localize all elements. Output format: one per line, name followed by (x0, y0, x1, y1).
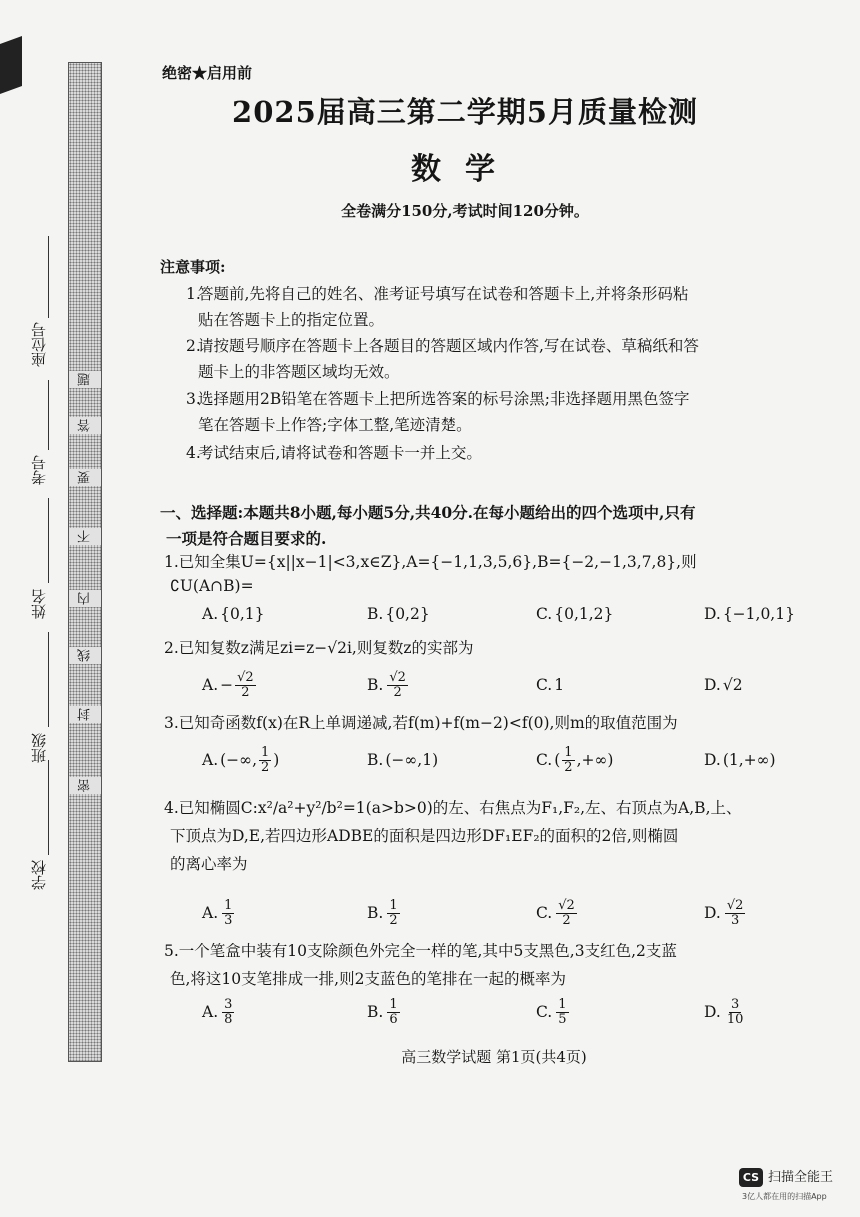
section-heading (160, 500, 828, 552)
page-footer: 高三数学试题 第1页(共4页) (401, 1048, 587, 1066)
option-label: A. (202, 751, 219, 769)
numerator: √2 (726, 897, 744, 913)
option-suffix: ) (273, 751, 280, 769)
denominator: 5 (558, 1011, 567, 1027)
option-label: A. (202, 904, 219, 922)
exam-number-line[interactable] (48, 380, 49, 450)
option-text: (−∞,1) (385, 751, 439, 769)
seal-text-7: 答 (69, 417, 101, 434)
class-label: 班级 (30, 733, 48, 763)
option-label: D. (704, 676, 721, 694)
option-a[interactable] (202, 896, 236, 930)
fraction (562, 746, 574, 775)
notes-heading: 注意事项: (160, 258, 226, 276)
denominator: 10 (726, 1011, 744, 1027)
scanner-tagline: 3亿人都在用的扫描App (742, 1192, 827, 1201)
school-label: 学校 (30, 860, 48, 890)
note-number: 4. (186, 444, 201, 462)
question-5-options (202, 995, 814, 1029)
fraction (725, 998, 746, 1027)
seal-text-5: 不 (69, 528, 101, 545)
denominator: 3 (224, 912, 233, 928)
option-text: {−1,0,1} (722, 605, 795, 623)
denominator: 2 (562, 912, 571, 928)
question-line: 5.一个笔盒中装有10支除颜色外完全一样的笔,其中5支黑色,3支红色,2支蓝 (164, 942, 677, 960)
score-info: 全卷满分150分,考试时间120分钟。 (341, 202, 589, 220)
option-label: A. (202, 1003, 219, 1021)
option-label: D. (704, 751, 721, 769)
name-field (28, 589, 54, 629)
seal-text-4: 内 (69, 590, 101, 607)
class-field (28, 733, 54, 773)
question-line: 3.已知奇函数f(x)在R上单调递减,若f(m)+f(m−2)<f(0),则m的取值范围为 (164, 714, 678, 732)
denominator: 2 (393, 684, 402, 700)
question-4 (164, 796, 828, 876)
option-b[interactable] (367, 668, 410, 702)
note-number: 3. (186, 390, 201, 408)
denominator: 8 (224, 1011, 233, 1027)
numerator: 3 (730, 996, 740, 1012)
scanner-app-name: 扫描全能王 (768, 1170, 834, 1185)
option-text: {0,1,2} (554, 605, 614, 623)
seal-text-2: 封 (69, 706, 101, 723)
option-label: C. (536, 1003, 553, 1021)
denominator: 3 (730, 912, 740, 928)
fraction (235, 671, 256, 700)
numerator: 1 (389, 897, 398, 913)
denominator: 2 (389, 912, 398, 928)
option-d[interactable] (704, 743, 776, 777)
option-text: (1,+∞) (722, 751, 776, 769)
option-c[interactable] (536, 597, 613, 631)
seal-text-3: 线 (69, 647, 101, 664)
denominator: 2 (241, 684, 250, 700)
numerator: √2 (558, 897, 575, 913)
note-2 (186, 333, 826, 385)
question-line: 1.已知全集U={x||x−1|<3,x∈Z},A={−1,1,3,5,6},B={−2,−1,3,7,8},则 (164, 553, 697, 571)
option-label: C. (536, 676, 553, 694)
camscanner-logo-icon: CS (739, 1168, 763, 1187)
question-3 (164, 711, 828, 735)
option-a[interactable] (202, 743, 279, 777)
seal-text-8: 题 (69, 371, 101, 388)
note-line: 笔在答题卡上作答;字体工整,笔迹清楚。 (198, 416, 472, 434)
option-c[interactable] (536, 896, 579, 930)
note-line: 题卡上的非答题区域均无效。 (198, 363, 400, 381)
fraction (259, 746, 271, 775)
question-4-options (202, 896, 814, 930)
class-line[interactable] (48, 632, 49, 727)
option-label: B. (367, 605, 384, 623)
option-c[interactable] (536, 668, 564, 702)
name-line[interactable] (48, 498, 49, 583)
exam-number-label: 考号 (30, 455, 48, 485)
numerator: 1 (261, 744, 270, 760)
option-suffix: ,+∞) (576, 751, 614, 769)
option-prefix: (−∞, (220, 751, 257, 769)
option-a[interactable] (202, 995, 236, 1029)
note-4 (186, 440, 826, 466)
option-b[interactable] (367, 896, 402, 930)
option-c[interactable] (536, 995, 571, 1029)
option-b[interactable] (367, 597, 430, 631)
note-number: 1. (186, 285, 201, 303)
note-number: 2. (186, 337, 201, 355)
secret-label: 绝密★启用前 (162, 64, 253, 82)
option-c[interactable] (536, 743, 613, 777)
option-prefix: − (220, 676, 234, 694)
question-1-options (202, 597, 814, 631)
seal-text-1: 密 (69, 777, 101, 794)
numerator: 1 (558, 996, 567, 1012)
option-text: {0,1} (220, 605, 265, 623)
option-label: D. (704, 605, 721, 623)
seal-text-6: 要 (69, 469, 101, 486)
question-line: 的离心率为 (170, 855, 248, 873)
question-3-options (202, 743, 814, 777)
numerator: 1 (389, 996, 398, 1012)
option-label: C. (536, 751, 553, 769)
option-label: B. (367, 904, 384, 922)
denominator: 6 (389, 1011, 398, 1027)
option-label: D. (704, 1003, 721, 1021)
note-1 (186, 281, 826, 333)
exam-title: 2025届高三第二学期5月质量检测 (232, 95, 698, 129)
seat-label: 座位号 (30, 322, 48, 367)
school-line[interactable] (48, 760, 49, 855)
option-label: C. (536, 605, 553, 623)
fraction (222, 899, 234, 928)
school-field (28, 860, 54, 900)
option-prefix: ( (554, 751, 561, 769)
option-label: C. (536, 904, 553, 922)
note-line: 选择题用2B铅笔在答题卡上把所选答案的标号涂黑;非选择题用黑色签字 (198, 390, 690, 408)
question-5 (164, 939, 828, 991)
option-text: {0,2} (385, 605, 430, 623)
numerator: √2 (389, 669, 406, 685)
option-label: B. (367, 751, 384, 769)
option-d[interactable] (704, 597, 795, 631)
note-line: 答题前,先将自己的姓名、准考证号填写在试卷和答题卡上,并将条形码粘 (198, 285, 689, 303)
option-label: B. (367, 1003, 384, 1021)
question-line: 4.已知椭圆C:x²/a²+y²/b²=1(a>b>0)的左、右焦点为F₁,F₂,左、右顶点为A,B,上、 (164, 799, 742, 817)
binding-strip (68, 62, 102, 1062)
question-line: ∁U(A∩B)= (170, 577, 254, 595)
question-line: 2.已知复数z满足zi=z−√2i,则复数z的实部为 (164, 639, 474, 657)
question-line: 色,将这10支笔排成一排,则2支蓝色的笔排在一起的概率为 (170, 970, 566, 988)
option-text: 1 (554, 676, 565, 694)
option-b[interactable] (367, 995, 402, 1029)
numerator: 3 (224, 996, 233, 1012)
fraction (222, 998, 234, 1027)
fraction (556, 899, 577, 928)
numerator: 1 (564, 744, 573, 760)
option-a[interactable] (202, 668, 258, 702)
option-a[interactable] (202, 597, 265, 631)
option-b[interactable] (367, 743, 438, 777)
question-1 (164, 550, 828, 598)
denominator: 2 (564, 759, 573, 775)
question-line: 下顶点为D,E,若四边形ADBE的面积是四边形DF₁EF₂的面积的2倍,则椭圆 (170, 827, 679, 845)
option-text: √2 (722, 676, 743, 694)
name-label: 姓名 (30, 589, 48, 619)
option-label: A. (202, 605, 219, 623)
subject-title: 数学 (411, 152, 519, 187)
option-label: A. (202, 676, 219, 694)
numerator: 1 (224, 897, 233, 913)
option-d[interactable] (704, 896, 747, 930)
note-line: 考试结束后,请将试卷和答题卡一并上交。 (198, 444, 482, 462)
fraction (387, 671, 408, 700)
fraction (556, 998, 568, 1027)
seat-field (28, 322, 54, 378)
option-label: B. (367, 676, 384, 694)
question-2 (164, 636, 828, 660)
denominator: 2 (261, 759, 270, 775)
option-d[interactable] (704, 668, 743, 702)
note-line: 贴在答题卡上的指定位置。 (198, 311, 385, 329)
option-d[interactable] (704, 995, 747, 1029)
note-3 (186, 386, 826, 438)
seat-line[interactable] (48, 236, 49, 318)
numerator: √2 (237, 669, 254, 685)
scan-shadow (0, 36, 22, 94)
section-line: 一、选择题:本题共8小题,每小题5分,共40分.在每小题给出的四个选项中,只有 (160, 503, 696, 522)
exam-number-field (28, 455, 54, 495)
note-line: 请按题号顺序在答题卡上各题目的答题区域内作答,写在试卷、草稿纸和答 (198, 337, 699, 355)
section-line: 一项是符合题目要求的. (166, 529, 327, 548)
fraction (725, 899, 746, 928)
fraction (387, 899, 399, 928)
question-2-options (202, 668, 814, 702)
fraction (387, 998, 399, 1027)
option-label: D. (704, 904, 721, 922)
